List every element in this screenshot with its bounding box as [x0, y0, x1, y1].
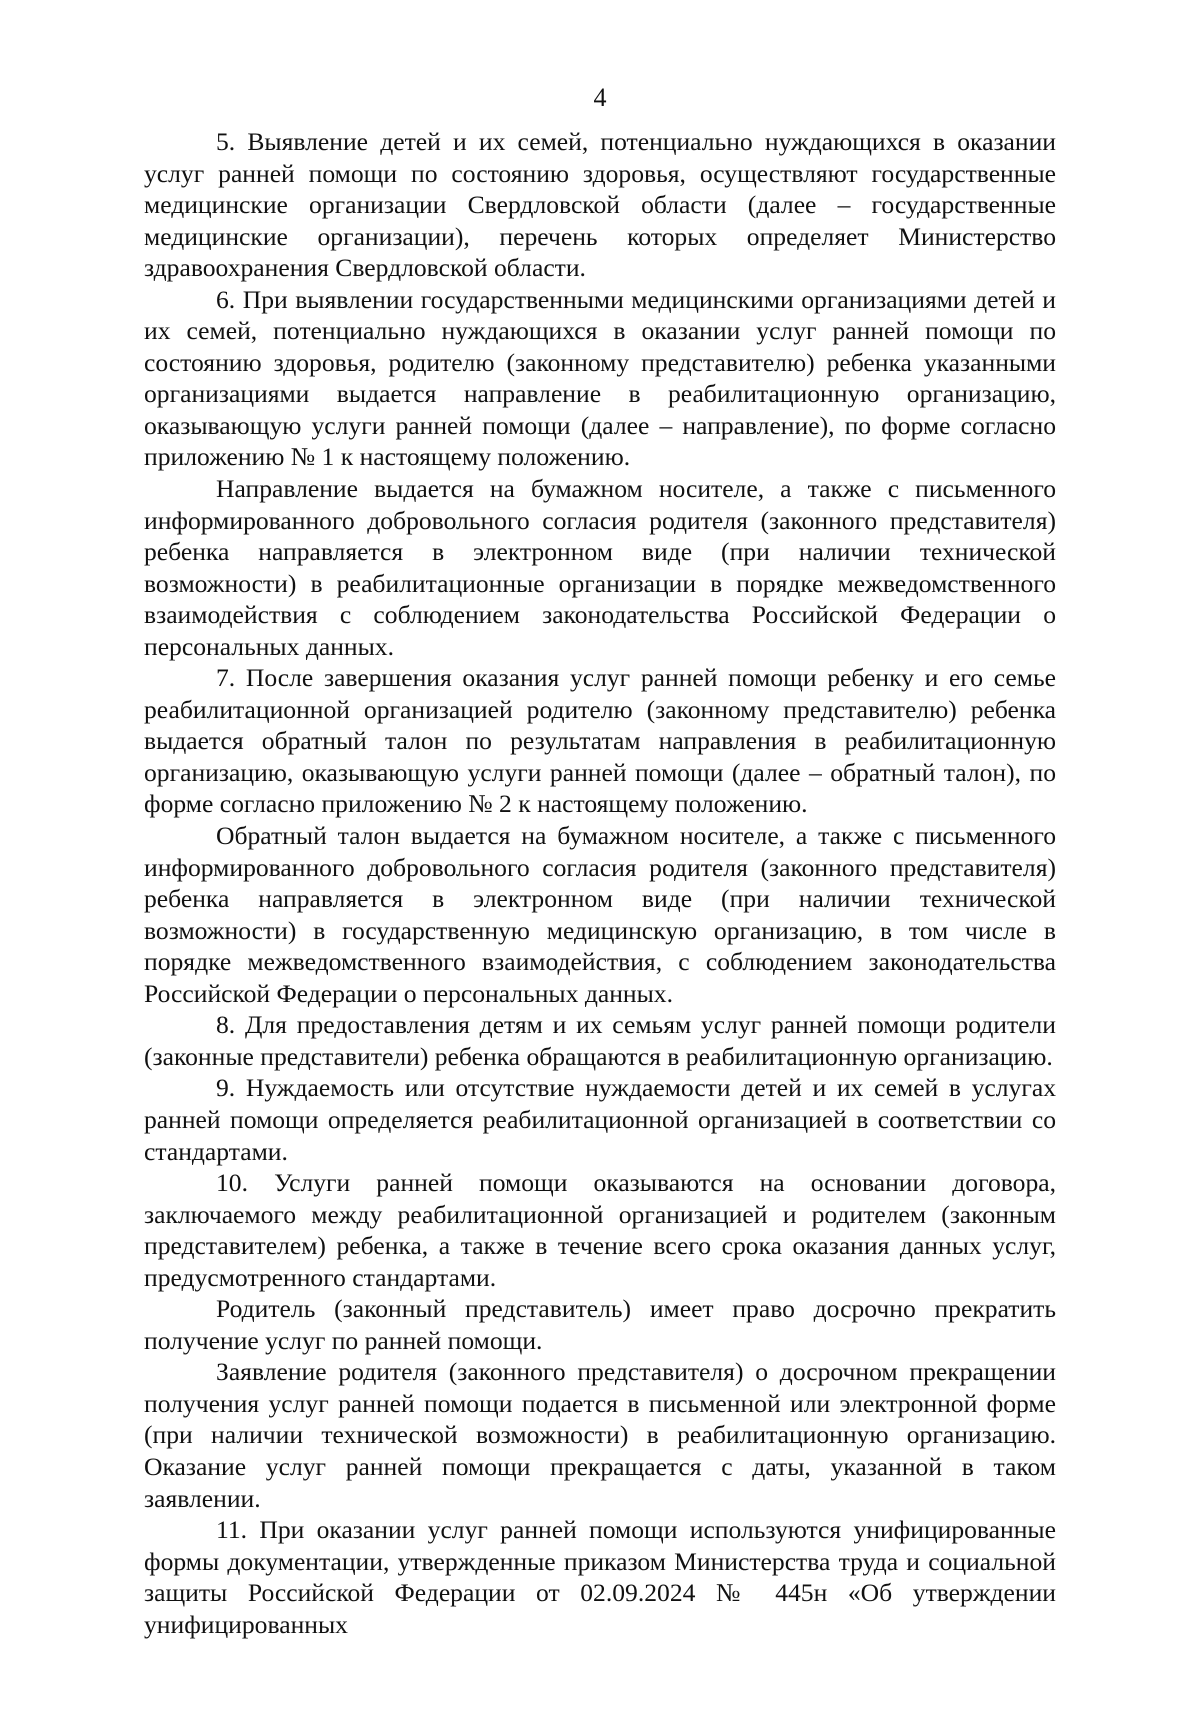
paragraph-7: 7. После завершения оказания услуг ранней помощи ребенку и его семье реабилитационной организацией родителю (законному представителю) ребенка выдается обратный талон по результатам направления в реабилитационную организацию, оказывающую услуги ранней помощи (далее – обратный талон), по форме согласно приложению № 2 к настоящему положению.	[144, 663, 1056, 819]
paragraph-6-referral: Направление выдается на бумажном носителе, а также с письменного информированного добровольного согласия родителя (законного представителя) ребенка направляется в электронном виде (при наличии технической возможности) в реабилитационные организации в порядке межведомственного взаимодействия с соблюдением законодательства Российской Федерации о персональных данных.	[144, 474, 1056, 661]
paragraph-10-application: Заявление родителя (законного представителя) о досрочном прекращении получения услуг ранней помощи подается в письменной или электронной форме (при наличии технической возможности) в реабилитационную организацию. Оказание услуг ранней помощи прекращается с даты, указанной в таком заявлении.	[144, 1357, 1056, 1513]
paragraph-7-return-slip: Обратный талон выдается на бумажном носителе, а также с письменного информированного добровольного согласия родителя (законного представителя) ребенка направляется в электронном виде (при наличии технической возможности) в государственную медицинскую организацию, в том числе в порядке межведомственного взаимодействия, с соблюдением законодательства Российской Федерации о персональных данных.	[144, 821, 1056, 1008]
page-number: 4	[593, 83, 607, 112]
paragraph-8: 8. Для предоставления детям и их семьям услуг ранней помощи родители (законные представители) ребенка обращаются в реабилитационную организацию.	[144, 1010, 1056, 1071]
paragraph-9: 9. Нуждаемость или отсутствие нуждаемости детей и их семей в услугах ранней помощи определяется реабилитационной организацией в соответствии со стандартами.	[144, 1073, 1056, 1166]
paragraph-5: 5. Выявление детей и их семей, потенциально нуждающихся в оказании услуг ранней помощи по состоянию здоровья, осуществляют государственные медицинские организации Свердловской области (далее – государственные медицинские организации), перечень которых определяет Министерство здравоохранения Свердловской области.	[144, 127, 1056, 283]
paragraph-10-right: Родитель (законный представитель) имеет право досрочно прекратить получение услуг по ранней помощи.	[144, 1294, 1056, 1355]
paragraph-6: 6. При выявлении государственными медицинскими организациями детей и их семей, потенциально нуждающихся в оказании услуг ранней помощи по состоянию здоровья, родителю (законному представителю) ребенка указанными организациями выдается направление в реабилитационную организацию, оказывающую услуги ранней помощи (далее – направление), по форме согласно приложению № 1 к настоящему положению.	[144, 284, 1056, 472]
document-body	[144, 126, 1056, 1640]
paragraph-10: 10. Услуги ранней помощи оказываются на основании договора, заключаемого между реабилитационной организацией и родителем (законным представителем) ребенка, а также в течение всего срока оказания данных услуг, предусмотренного стандартами.	[144, 1168, 1056, 1292]
paragraph-11: 11. При оказании услуг ранней помощи используются унифицированные формы документации, утвержденные приказом Министерства труда и социальной защиты Российской Федерации от 02.09.2024 № 445н «Об утверждении унифицированных	[144, 1515, 1056, 1639]
